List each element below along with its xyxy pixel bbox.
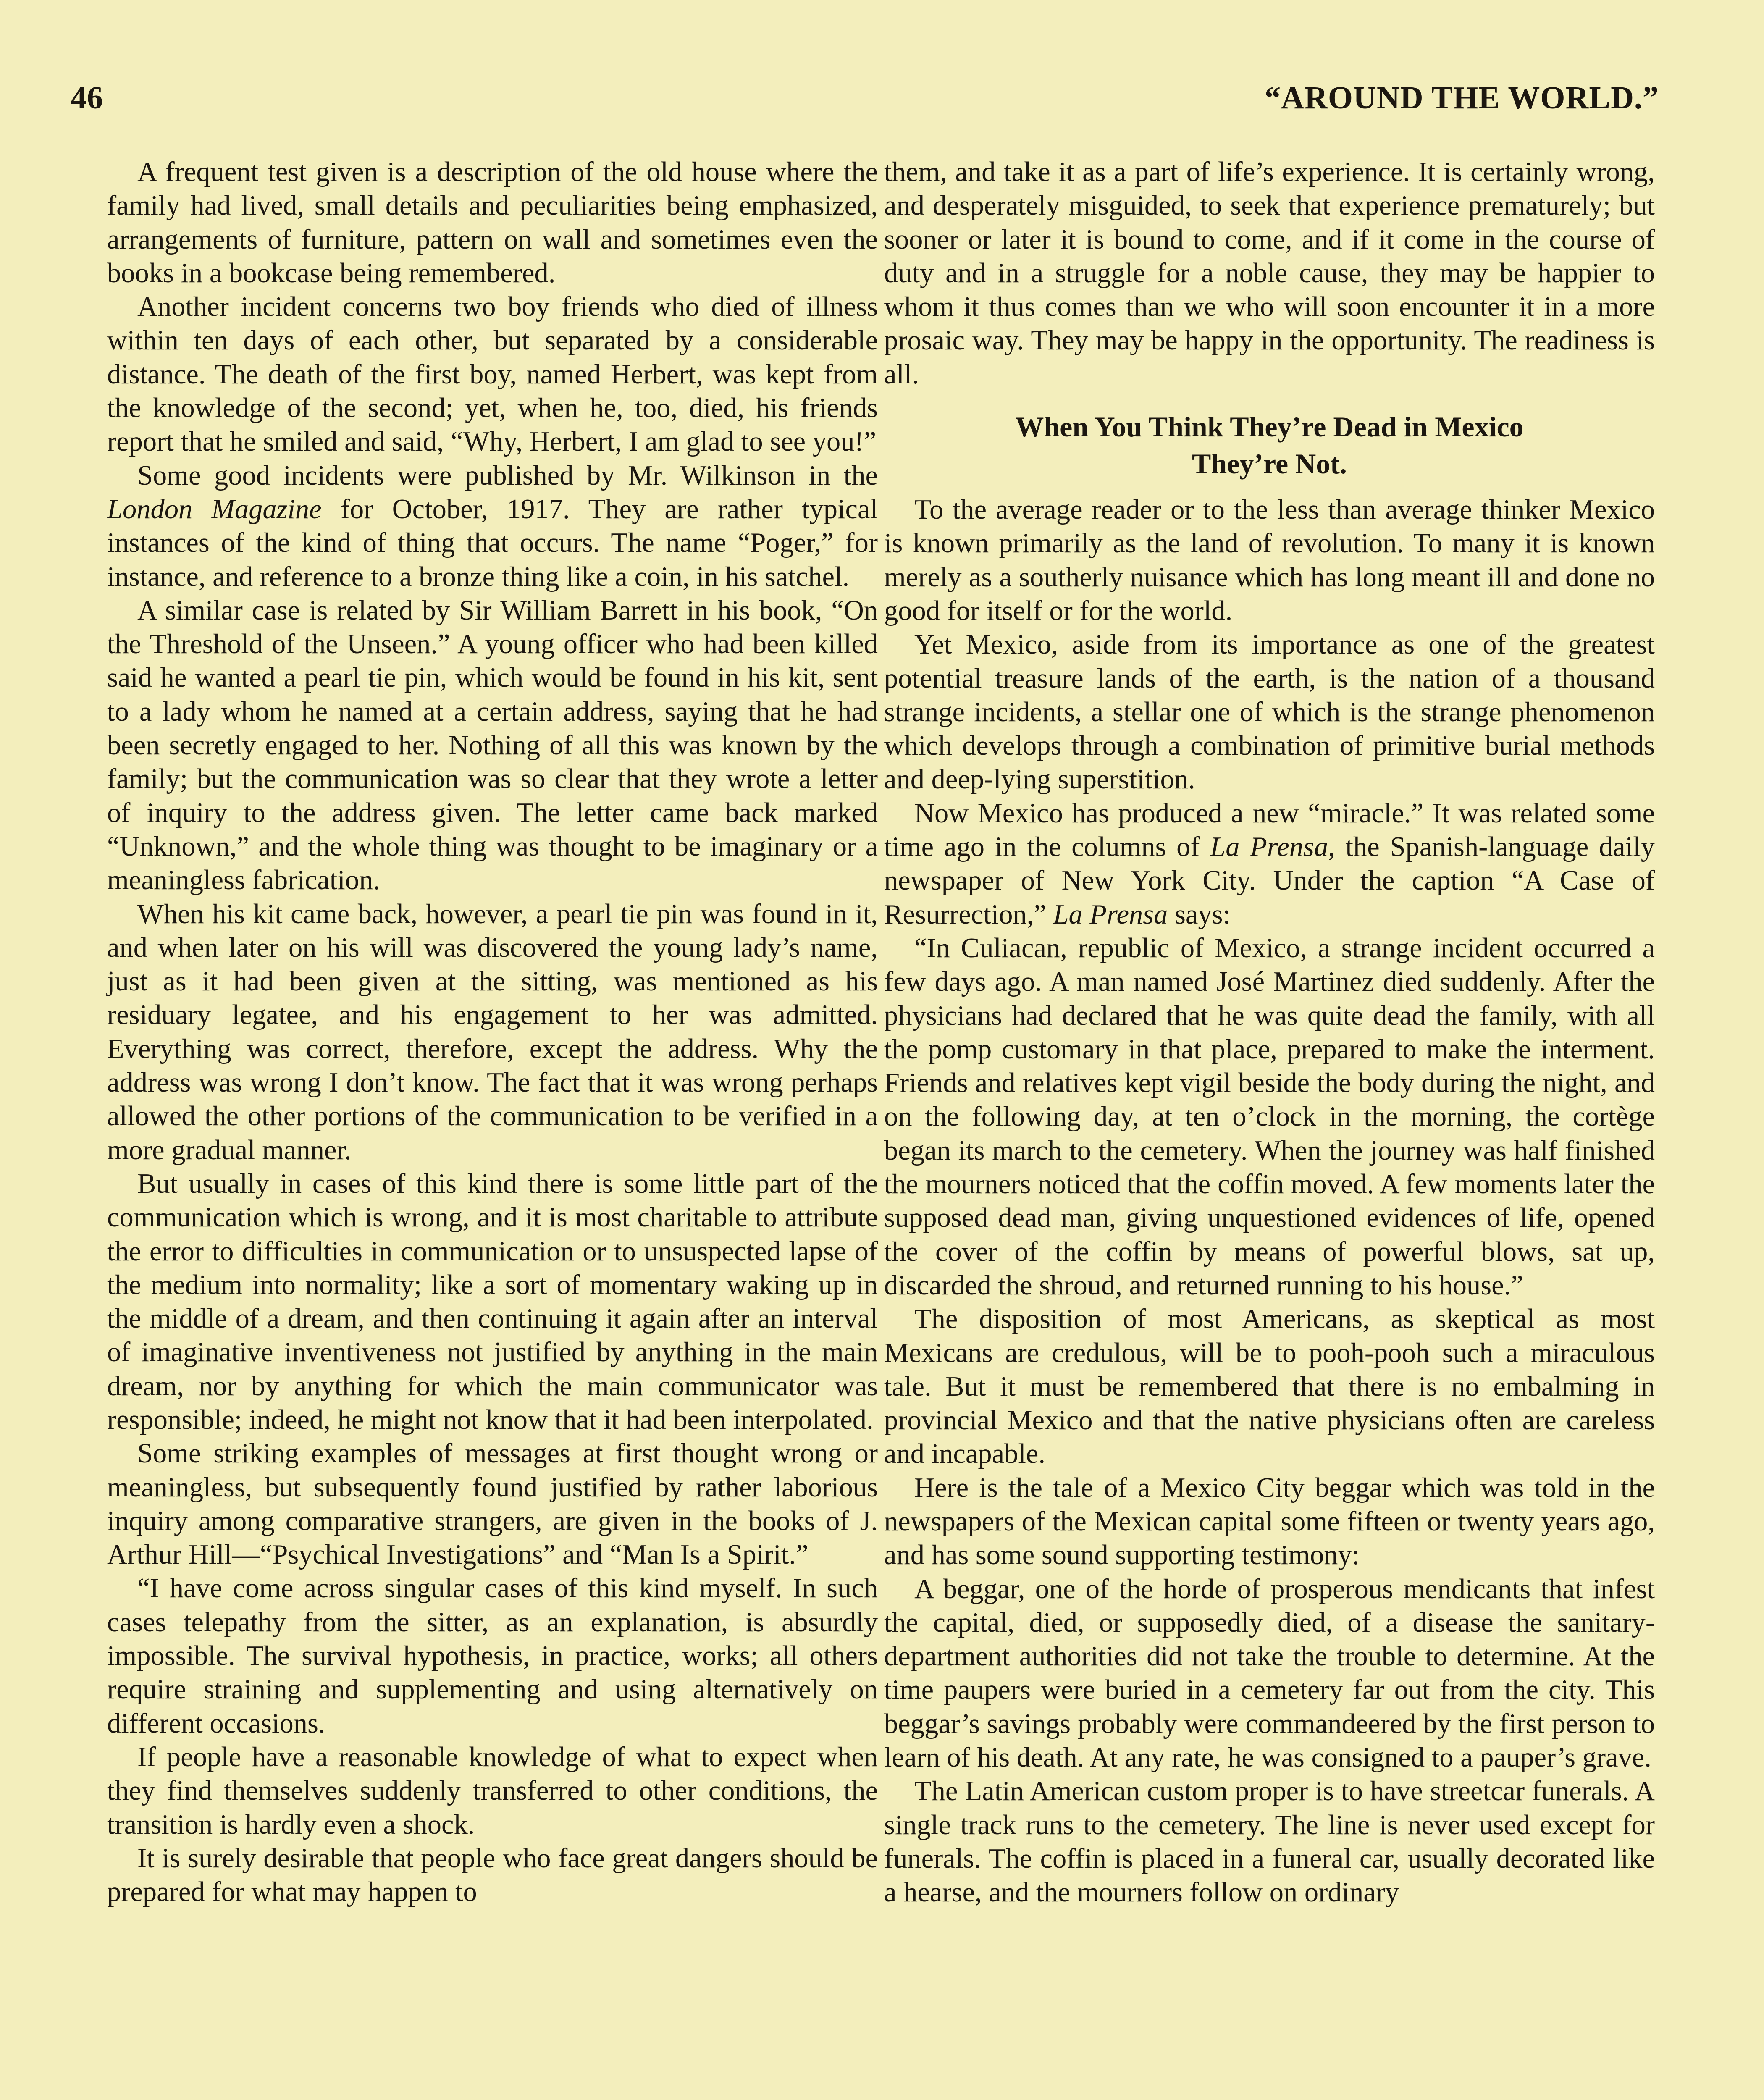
magazine-title: London Magazine — [107, 494, 322, 525]
heading-line: They’re Not. — [1192, 448, 1347, 480]
section-heading — [884, 408, 1655, 482]
paragraph — [107, 459, 878, 594]
text-run: , the Spanish-language daily newspaper of New York City. Under the caption “A Case of Resurrection,” — [884, 832, 1655, 930]
paragraph: Another incident concerns two boy friends who died of illness within ten days of each other, but separated by a considerable distance. The death of the first boy, named Herbert, was kept from the knowledge of the second; yet, when he, too, died, his friends report that he smiled and said, “Why, Herbert, I am glad to see you!” — [107, 291, 878, 457]
running-head — [0, 80, 1764, 126]
text-run: Some good incidents were published by Mr. Wilkinson in the — [137, 460, 878, 491]
paragraph — [884, 797, 1655, 932]
paragraph: The Latin American custom proper is to have streetcar funerals. A single track runs to the cemetery. The line is never used except for funerals. The coffin is placed in a funeral car, usually decorated like a hearse, and the mourners follow on ordinary — [884, 1776, 1655, 1908]
text-run: for October, 1917. They are rather typical instances of the kind of thing that occurs. The name “Poger,” for instance, and reference to a bronze thing like a coin, in his satchel. — [107, 494, 878, 592]
paragraph: A frequent test given is a description of the old house where the family had lived, small details and peculiarities being emphasized, arrangements of furniture, pattern on wall and sometimes even the books in a bookcase being remembered. — [107, 157, 878, 289]
paragraph: Yet Mexico, aside from its importance as one of the greatest potential treasure lands of the earth, is the nation of a thousand strange incidents, a stellar one of which is the strange phenomenon which develops through a combination of primitive burial methods and deep-lying superstition. — [884, 629, 1655, 795]
paragraph: The disposition of most Americans, as skeptical as most Mexicans are credulous, will be to pooh-pooh such a miraculous tale. But it must be remembered that there is no embalming in provincial Mexico and that the native physicians often are careless and incapable. — [884, 1304, 1655, 1470]
paragraph: “In Culiacan, republic of Mexico, a strange incident occurred a few days ago. A man named José Martinez died suddenly. After the physicians had declared that he was quite dead the family, with all the pomp customary in that place, prepared to make the interment. Friends and relatives kept vigil beside the body during the night, and on the following day, at ten o’clock in the morning, the cortège began its march to the cemetery. When the journey was half finished the mourners noticed that the coffin moved. A few moments later the supposed dead man, giving unquestioned evidences of life, opened the cover of the coffin by means of powerful blows, sat up, discarded the shroud, and returned running to his house.” — [884, 932, 1655, 1301]
paragraph: When his kit came back, however, a pearl tie pin was found in it, and when later on his will was discovered the young lady’s name, just as it had been given at the sitting, was mentioned as his residuary legatee, and his engagement to her was admitted. Everything was correct, therefore, except the address. Why the address was wrong I don’t know. The fact that it was wrong perhaps allowed the other portions of the communication to be verified in a more gradual manner. — [107, 898, 878, 1166]
heading-line: When You Think They’re Dead in Mexico — [1015, 411, 1524, 443]
newspaper-title: La Prensa — [1053, 899, 1168, 930]
paragraph: To the average reader or to the less than average thinker Mexico is known primarily as the land of revolution. To many it is known merely as a southerly nuisance which has long meant ill and done no good for itself or for the world. — [884, 494, 1655, 626]
paragraph: them, and take it as a part of life’s experience. It is certainly wrong, and desperately misguided, to seek that experience prematurely; but sooner or later it is bound to come, and if it come in the course of duty and in a struggle for a noble cause, they may be happier to whom it thus comes than we who will soon encounter it in a more prosaic way. They may be happy in the opportunity. The readiness is all. — [884, 157, 1655, 390]
publication-title: “AROUND THE WORLD.” — [1265, 80, 1659, 116]
paragraph: If people have a reasonable knowledge of what to expect when they find themselves suddenly transferred to other conditions, the transition is hardly even a shock. — [107, 1741, 878, 1840]
paragraph: It is surely desirable that people who face great dangers should be prepared for what may happen to — [107, 1843, 878, 1908]
text-run: Now Mexico has produced a new “miracle.” It was related some time ago in the columns of — [884, 798, 1655, 863]
newspaper-title: La Prensa — [1210, 832, 1328, 863]
left-column — [107, 155, 878, 1909]
paragraph: But usually in cases of this kind there is some little part of the communication which is wrong, and it is most charitable to attribute the error to difficulties in communication or to unsuspected lapse of the medium into normality; like a sort of momentary waking up in the middle of a dream, and then continuing it again after an interval of imaginative inventiveness not justified by anything in the main dream, nor by anything for which the main communicator was responsible; indeed, he might not know that it had been interpolated. — [107, 1168, 878, 1435]
paragraph: Some striking examples of messages at first thought wrong or meaningless, but subsequently found justified by rather laborious inquiry among comparative strangers, are given in the books of J. Arthur Hill—“Psychical Investigations” and “Man Is a Spirit.” — [107, 1438, 878, 1570]
paragraph: A beggar, one of the horde of prosperous mendicants that infest the capital, died, or supposedly died, of a disease the sanitary-department authorities did not take the trouble to determine. At the time paupers were buried in a cemetery far out from the city. This beggar’s savings probably were commandeered by the first person to learn of his death. At any rate, he was consigned to a pauper’s grave. — [884, 1573, 1655, 1773]
paragraph: A similar case is related by Sir William Barrett in his book, “On the Threshold of the Unseen.” A young officer who had been killed said he wanted a pearl tie pin, which would be found in his kit, sent to a lady whom he named at a certain address, saying that he had been secretly engaged to her. Nothing of all this was known by the family; but the communication was so clear that they wrote a letter of inquiry to the address given. The letter came back marked “Unknown,” and the whole thing was thought to be imaginary or a meaningless fabrication. — [107, 595, 878, 896]
page-number: 46 — [71, 80, 103, 116]
right-column — [884, 155, 1655, 1910]
paragraph: “I have come across singular cases of this kind myself. In such cases telepathy from the sitter, as an explanation, is absurdly impossible. The survival hypothesis, in practice, works; all others require straining and supplementing and using alternatively on different occasions. — [107, 1573, 878, 1739]
text-run: says: — [1168, 899, 1231, 930]
paragraph: Here is the tale of a Mexico City beggar which was told in the newspapers of the Mexican capital some fifteen or twenty years ago, and has some sound supporting testimony: — [884, 1472, 1655, 1571]
